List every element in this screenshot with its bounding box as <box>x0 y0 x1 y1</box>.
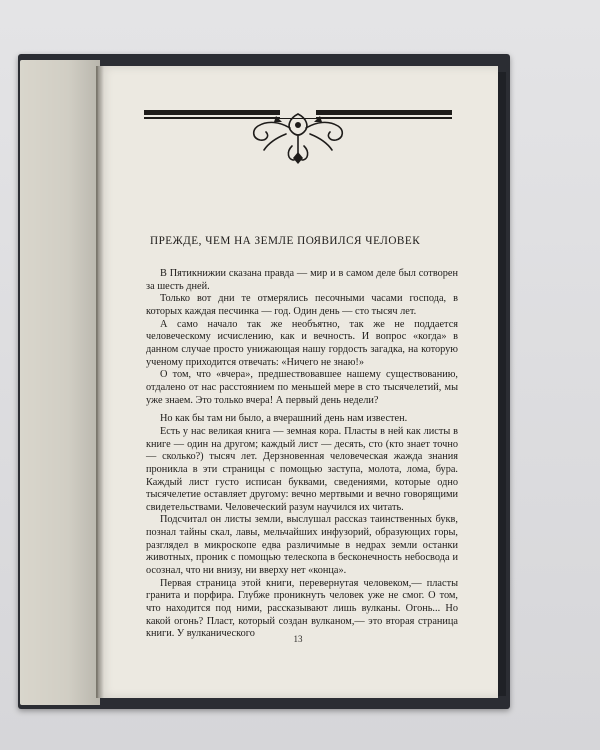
paragraph: Но как бы там ни было, а вчерашний день нам известен. <box>160 413 408 425</box>
ornament-flourish-icon <box>246 108 350 166</box>
paragraph: Есть у нас великая книга — земная кора. Пласты в ней как листы в книге — один на другом; каждый лист — десять, сто (кто знает точно — сколько?) тысяч лет. Дерзновенная человеческая жажда знания проникла в эти страницы с помощью заступа, молота, лома, бура. Каждый лист густо исписан буквами, сведениями, которые одно тысячелетие оставляет другому: вечно мертвыми и вечно говорящими свидетельствами. Человеческий разум научился их читать. <box>146 425 458 513</box>
body-text <box>146 268 458 641</box>
left-page <box>20 60 100 705</box>
paragraph: Только вот дни те отмерялись песочными часами господа, в которых каждая песчинка — год. Один день — сто тысяч лет. <box>146 293 458 317</box>
book-gutter <box>96 66 104 698</box>
paragraph: В Пятикнижии сказана правда — мир и в самом деле был сотворен за шесть дней. <box>146 268 458 292</box>
paragraph: О том, что «вчера», предшествовавшее нашему существованию, отдалено от нас расстоянием по меньшей мере в сто тысячелетий, мы уже знаем. Это только вчера! А первый день недели? <box>146 369 458 406</box>
page-edge <box>498 72 506 696</box>
paragraph: А само начало так же необъятно, так же не поддается человеческому исчислению, как и вечность. И вопрос «когда» в данном случае просто унижающая нашу гордость загадка, на которую ученому приходится отвечать: «Ничего не знаю!» <box>146 318 458 368</box>
paragraph: Подсчитал он листы земли, выслушал рассказ таинственных букв, познал тайны скал, лавы, мельчайших инфузорий, образующих горы, разглядел в микроскопе едва различимые в недрах земли останки животных, проник с помощью телескопа в бесконечность небосвода и осознал, что ни внизу, ни вверху нет «конца». <box>146 514 458 577</box>
chapter-heading: ПРЕЖДЕ, ЧЕМ НА ЗЕМЛЕ ПОЯВИЛСЯ ЧЕЛОВЕК <box>150 235 421 247</box>
paragraph: Первая страница этой книги, перевернутая человеком,— пласты гранита и порфира. Глубже проникнуть человек уже не смог. О том, что находится под ними, рассказывают лишь вулканы. Огонь... Но какой огонь? Пласт, который создан вулканом,— это вторая страница книги. У вулканического <box>146 577 458 640</box>
page-number: 13 <box>293 634 303 644</box>
